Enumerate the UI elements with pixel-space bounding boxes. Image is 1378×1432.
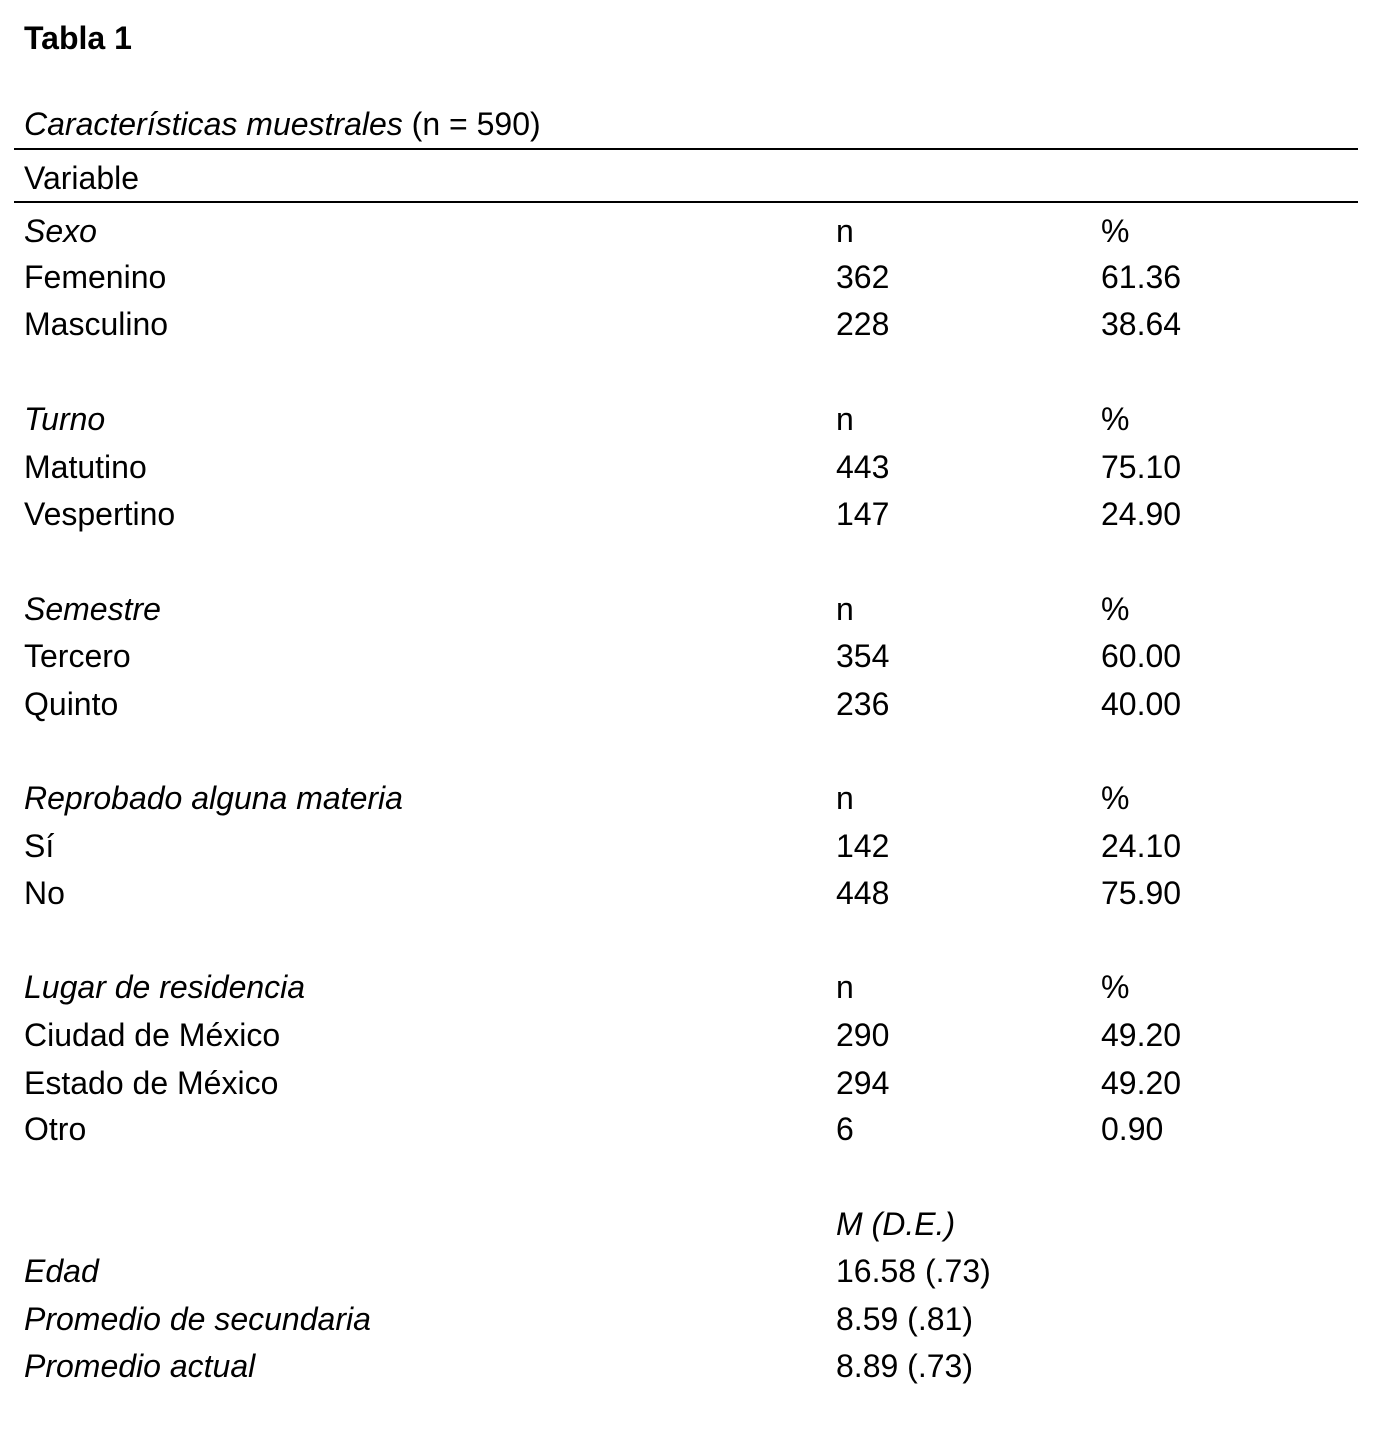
section-heading: Turno	[24, 401, 106, 437]
table-caption	[24, 108, 541, 140]
section-heading: Semestre	[24, 591, 161, 627]
stat-label: Promedio de secundaria	[24, 1301, 371, 1337]
column-header-variable: Variable	[24, 160, 140, 196]
row-pct: 61.36	[1101, 259, 1182, 295]
section-col-pct: %	[1101, 969, 1130, 1005]
row-label: Femenino	[24, 259, 167, 295]
section-heading: Reprobado alguna materia	[24, 780, 403, 816]
row-n: 142	[836, 828, 890, 864]
section-col-pct: %	[1101, 401, 1130, 437]
row-label: Matutino	[24, 449, 147, 485]
row-label: Sí	[24, 828, 55, 864]
stats-header: M (D.E.)	[836, 1206, 956, 1242]
section-heading: Lugar de residencia	[24, 969, 306, 1005]
row-pct: 60.00	[1101, 638, 1182, 674]
top-rule	[14, 148, 1358, 150]
header-rule	[14, 201, 1358, 203]
section-col-n: n	[836, 969, 854, 1005]
caption-sample-size: (n = 590)	[402, 106, 541, 142]
stat-value: 16.58 (.73)	[836, 1253, 991, 1289]
row-n: 6	[836, 1111, 854, 1147]
row-label: Masculino	[24, 306, 169, 342]
section-heading: Sexo	[24, 213, 97, 249]
row-label: Tercero	[24, 638, 131, 674]
stat-value: 8.59 (.81)	[836, 1301, 973, 1337]
row-n: 228	[836, 306, 890, 342]
section-col-n: n	[836, 213, 854, 249]
row-pct: 40.00	[1101, 686, 1182, 722]
row-pct: 38.64	[1101, 306, 1182, 342]
caption-title: Características muestrales	[24, 106, 403, 142]
row-label: Quinto	[24, 686, 119, 722]
section-col-pct: %	[1101, 591, 1130, 627]
row-n: 448	[836, 875, 890, 911]
stat-label: Promedio actual	[24, 1348, 256, 1384]
section-col-pct: %	[1101, 780, 1130, 816]
row-n: 236	[836, 686, 890, 722]
row-pct: 49.20	[1101, 1065, 1182, 1101]
row-n: 147	[836, 496, 890, 532]
row-label: No	[24, 875, 65, 911]
section-col-n: n	[836, 591, 854, 627]
row-pct: 75.10	[1101, 449, 1182, 485]
row-n: 354	[836, 638, 890, 674]
row-label: Estado de México	[24, 1065, 279, 1101]
row-pct: 49.20	[1101, 1017, 1182, 1053]
row-pct: 75.90	[1101, 875, 1182, 911]
row-pct: 24.90	[1101, 496, 1182, 532]
section-col-n: n	[836, 401, 854, 437]
row-n: 443	[836, 449, 890, 485]
row-pct: 24.10	[1101, 828, 1182, 864]
row-n: 362	[836, 259, 890, 295]
section-col-n: n	[836, 780, 854, 816]
section-col-pct: %	[1101, 213, 1130, 249]
stat-value: 8.89 (.73)	[836, 1348, 973, 1384]
row-label: Vespertino	[24, 496, 176, 532]
row-n: 294	[836, 1065, 890, 1101]
stat-label: Edad	[24, 1253, 99, 1289]
row-label: Otro	[24, 1111, 87, 1147]
row-pct: 0.90	[1101, 1111, 1164, 1147]
row-n: 290	[836, 1017, 890, 1053]
row-label: Ciudad de México	[24, 1017, 281, 1053]
table-label: Tabla 1	[24, 20, 132, 56]
